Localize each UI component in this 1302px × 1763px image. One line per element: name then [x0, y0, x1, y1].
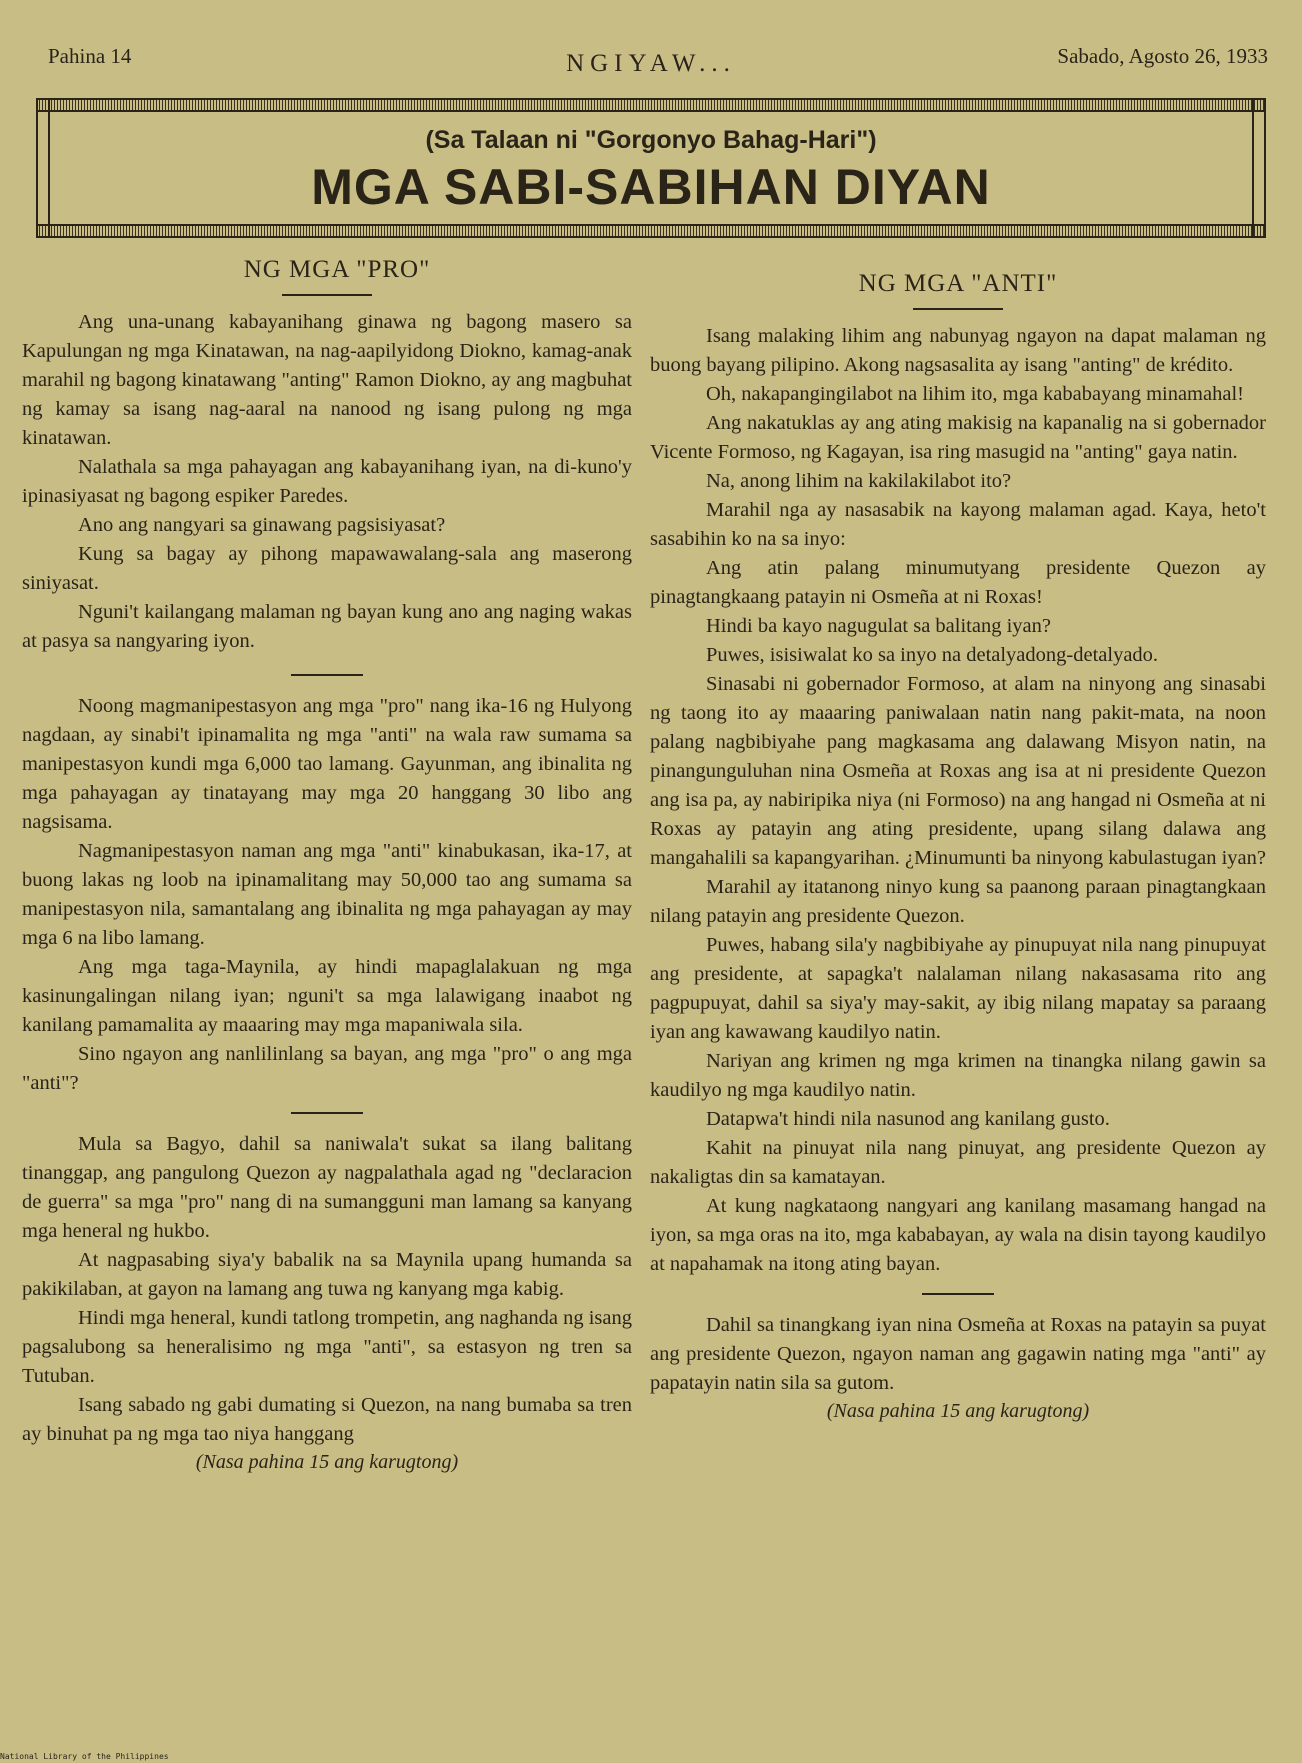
column-subtitle: (Sa Talaan ni "Gorgonyo Bahag-Hari"): [425, 126, 877, 154]
left-paragraph: Ang mga taga-Maynila, ay hindi mapaglalakuan ng mga kasinungalingan nilang iyan; nguni't sa mga lalawigang inaabot ng kanilang pamamalita ay maaaring may mga mapaniwala sila.: [22, 956, 632, 1036]
right-paragraph: Na, anong lihim na kakilakilabot ito?: [706, 470, 1012, 492]
right-paragraph: Kahit na pinuyat nila nang pinuyat, ang presidente Quezon ay nakaligtas din sa kamatayan.: [650, 1137, 1266, 1188]
page-number: Pahina 14: [48, 44, 132, 68]
right-heading-rule: [913, 308, 1003, 310]
left-heading: NG MGA "PRO": [243, 256, 431, 283]
right-paragraph: Ang atin palang minumutyang presidente Quezon ay pinagtangkaang patayin ni Osmeña at ni Roxas!: [650, 557, 1266, 608]
left-column: [22, 256, 632, 1474]
left-heading-rule: [282, 294, 372, 296]
right-paragraph: Marahil ay itatanong ninyo kung sa paanong paraan pinagtangkaan nilang patayin ang presidente Quezon.: [650, 876, 1266, 927]
left-paragraph: Nagmanipestasyon naman ang mga "anti" kinabukasan, ika-17, at buong lakas ng loob na ipinamalitang may 50,000 tao ang sumama sa manipestasyon nila, samantalang ang ibinalita ng mga pahayagan ay may mga 6 na libo lamang.: [22, 840, 632, 949]
left-paragraph: At nagpasabing siya'y babalik na sa Maynila upang humanda sa pakikilaban, at gayon na lamang ang tuwa ng kanyang mga kabig.: [22, 1249, 632, 1300]
right-paragraph: Puwes, habang sila'y nagbibiyahe ay pinupuyat nila nang pinupuyat ang presidente, at sapagka't nalalaman nilang nakasasama rito ang pagpupuyat, dahil sa siya'y may-sakit, ay ibig nilang mapatay sa paraang iyan ang kawawang kaudilyo natin.: [650, 934, 1266, 1043]
right-paragraph: Dahil sa tinangkang iyan nina Osmeña at Roxas na patayin sa puyat ang presidente Quezon, ngayon naman ang gagawin nating mga "anti" ay papatayin natin sila sa gutom.: [650, 1314, 1266, 1394]
left-divider: [291, 1112, 363, 1114]
left-paragraph: Kung sa bagay ay pihong mapawawalang-sala ang maserong siniyasat.: [22, 543, 632, 594]
right-paragraph: Sinasabi ni gobernador Formoso, at alam na ninyong ang sinasabi ng taong ito ay maaaring paniwalaan natin nang pakit-mata, na noon palang nagbibiyahe pang magkasama ang dalawang Misyon natin, na pinangunguluhan nina Osmeña at Roxas ang isa at ni presidente Quezon ang isa pa, ay nabiripika niya (ni Formoso) na ang hangad ni Osmeña at ni Roxas ay patayin ang ating presidente, upang silang dalawa ang mangahalili sa kapangyarihan. ¿Minumunti ba ninyong kabulastugan iyan?: [650, 673, 1266, 869]
right-paragraph: Isang malaking lihim ang nabunyag ngayon na dapat malaman ng buong bayang pilipino. Akong nagsasalita ay isang "anting" de krédito.: [650, 325, 1266, 376]
right-paragraph: Datapwa't hindi nila nasunod ang kanilang gusto.: [706, 1108, 1110, 1130]
left-paragraph: Isang sabado ng gabi dumating si Quezon, na nang bumaba sa tren ay binuhat pa ng mga tao niya hanggang: [22, 1394, 632, 1445]
right-paragraph: Nariyan ang krimen ng mga krimen na tinangka nilang gawin sa kaudilyo ng mga kaudilyo natin.: [650, 1050, 1266, 1101]
left-paragraph: Ang una-unang kabayanihang ginawa ng bagong masero sa Kapulungan ng mga Kinatawan, na nag-aapilyidong Diokno, kamag-anak marahil ng bagong kinatawang "anting" Ramon Diokno, ay ang magbuhat ng kamay sa isang nag-aaral na nanood ng isang pulong ng mga kinatawan.: [22, 311, 632, 449]
library-credit: National Library of the Philippines: [0, 1752, 169, 1761]
right-continuation-note: (Nasa pahina 15 ang karugtong): [826, 1400, 1090, 1422]
right-paragraph: Hindi ba kayo nagugulat sa balitang iyan?: [706, 615, 1051, 637]
left-paragraph: Nguni't kailangang malaman ng bayan kung ano ang naging wakas at pasya sa nangyaring iyon.: [22, 601, 632, 652]
right-paragraph: Puwes, isisiwalat ko sa inyo na detalyadong-detalyado.: [706, 644, 1159, 666]
right-paragraph: Oh, nakapangingilabot na lihim ito, mga kababayang minamahal!: [706, 383, 1244, 405]
left-divider: [291, 674, 363, 676]
left-paragraph: Nalathala sa mga pahayagan ang kabayanihang iyan, na di-kuno'y ipinasiyasat ng bagong espiker Paredes.: [22, 456, 632, 507]
right-paragraph: Marahil nga ay nasasabik na kayong malaman agad. Kaya, heto't sasabihin ko na sa inyo:: [650, 499, 1266, 550]
column-title: MGA SABI-SABIHAN DIYAN: [311, 159, 991, 215]
left-paragraph: Hindi mga heneral, kundi tatlong trompetin, ang naghanda ng isang pagsalubong sa heneralisimo ng mga "anti", sa estasyon ng tren sa Tutuban.: [22, 1307, 632, 1387]
left-paragraph: Noong magmanipestasyon ang mga "pro" nang ika-16 ng Hulyong nagdaan, ay sinabi't ipinamalita ng mga "anti" na wala raw sumama sa manipestasyon kundi mga 6,000 tao lamang. Gayunman, ang ibinalita ng mga pahayagan ay tinatayang may mga 20 hanggang 30 libo ang nagsisama.: [22, 695, 632, 833]
left-paragraph: Ano ang nangyari sa ginawang pagsisiyasat?: [78, 514, 446, 536]
banner-rule-bottom: [36, 224, 1266, 238]
right-paragraph: At kung nagkataong nangyari ang kanilang masamang hangad na iyon, sa mga oras na ito, mga kababayan, ay wala na disin tayong kaudilyo at napahamak na itong ating bayan.: [650, 1195, 1266, 1275]
issue-date: Sabado, Agosto 26, 1933: [1057, 44, 1268, 68]
right-column: [650, 256, 1266, 1423]
left-paragraph: Mula sa Bagyo, dahil sa naniwala't sukat sa ilang balitang tinanggap, ang pangulong Quezon ay nagpalathala agad ng "declaracion de guerra" sa mga "pro" nang di na sumangguni man lamang sa kanyang mga heneral ng hukbo.: [22, 1133, 632, 1242]
title-banner: [36, 94, 1266, 242]
banner-rule-top: [36, 98, 1266, 112]
left-continuation-note: (Nasa pahina 15 ang karugtong): [195, 1451, 459, 1473]
right-paragraph: Ang nakatuklas ay ang ating makisig na kapanalig na si gobernador Vicente Formoso, ng Kagayan, isa ring masugid na "anting" gaya natin.: [650, 412, 1266, 463]
paper-name: NGIYAW...: [566, 50, 736, 77]
left-paragraph: Sino ngayon ang nanlilinlang sa bayan, ang mga "pro" o ang mga "anti"?: [22, 1043, 632, 1094]
right-heading: NG MGA "ANTI": [858, 270, 1058, 297]
right-divider: [922, 1293, 994, 1295]
